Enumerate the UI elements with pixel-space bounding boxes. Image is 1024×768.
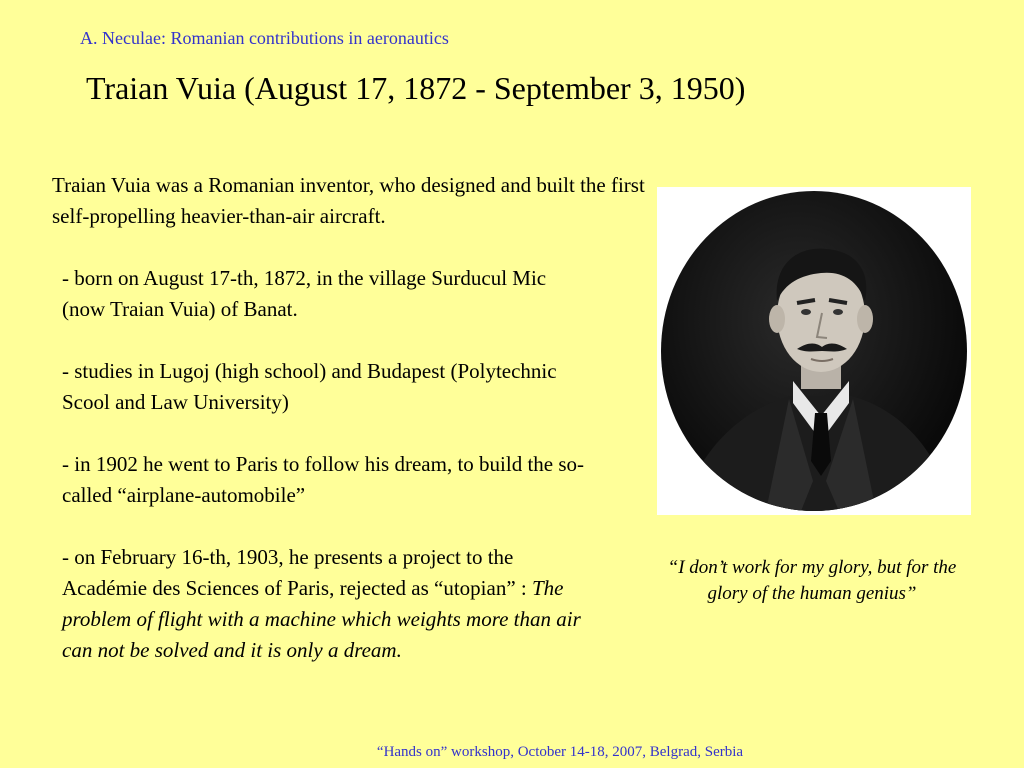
intro-paragraph: Traian Vuia was a Romanian inventor, who designed and built the first self-propelling heavier-than-air aircraft. [52, 173, 645, 228]
bullet-text: - born on August 17-th, 1872, in the village Surducul Mic (now Traian Vuia) of Banat. [62, 266, 547, 321]
bullet-birth [62, 263, 592, 325]
header-credit: A. Neculae: Romanian contributions in aeronautics [80, 28, 449, 48]
slide-title: Traian Vuia (August 17, 1872 - September 3, 1950) [86, 70, 746, 106]
bullet-text: - in 1902 he went to Paris to follow his dream, to build the so-called “airplane-automobile” [62, 452, 585, 507]
portrait-photo [657, 187, 971, 515]
bullet-text: - on February 16-th, 1903, he presents a project to the Académie des Sciences of Paris, rejected as “utopian” : [62, 545, 532, 600]
bullet-paris [62, 449, 592, 511]
bullet-list [62, 263, 592, 666]
portrait-circle [661, 191, 967, 511]
bullet-text: - studies in Lugoj (high school) and Budapest (Polytechnic Scool and Law University) [62, 359, 557, 414]
academie-verdict-quote: The problem of flight with a machine which weights more than air can not be solved and it is only a dream. [62, 576, 581, 662]
footer-workshop: “Hands on” workshop, October 14-18, 2007, Belgrad, Serbia [376, 744, 744, 760]
vuia-quote: “I don’t work for my glory, but for the glory of the human genius” [667, 557, 957, 604]
portrait-figure [661, 191, 967, 511]
bullet-academie [62, 542, 592, 666]
bullet-studies [62, 356, 592, 418]
